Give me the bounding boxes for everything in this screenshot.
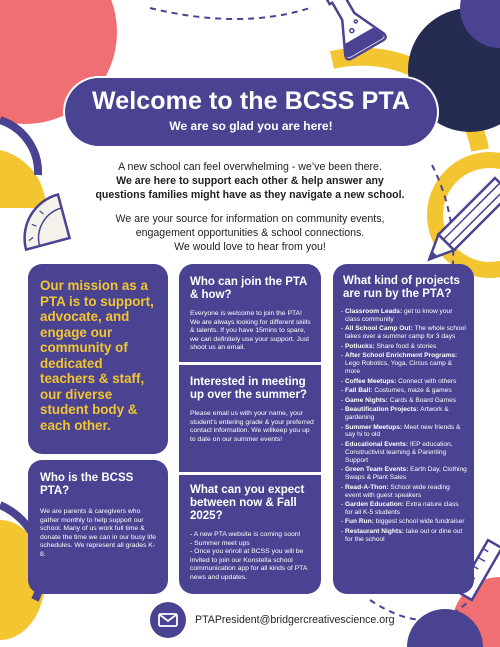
intro-line-1: A new school can feel overwhelming - we’ve been there. bbox=[118, 161, 382, 173]
intro-para-2: We are your source for information on community events, engagement opportunities & school connections. bbox=[115, 213, 385, 239]
project-description: get to know your class community bbox=[345, 308, 453, 323]
project-item bbox=[341, 441, 467, 465]
project-description: take out or dine out for the school bbox=[345, 527, 463, 543]
project-item bbox=[341, 343, 467, 351]
join-heading: Who can join the PTA & how? bbox=[190, 276, 307, 301]
join-section bbox=[190, 276, 314, 353]
project-description: Connect with others bbox=[396, 377, 457, 385]
project-item bbox=[341, 424, 467, 440]
project-name: Green Team Events: bbox=[345, 466, 409, 474]
project-item bbox=[341, 308, 467, 324]
project-name: Restaurant Nights: bbox=[345, 527, 404, 535]
mission-statement: Our mission as a PTA is to support, advocate, and engage our community of dedicated teachers & staff, our diverse student body & each other. bbox=[40, 278, 154, 433]
project-item bbox=[341, 466, 467, 482]
intro-para-3: We would love to hear from you! bbox=[174, 241, 326, 253]
project-item bbox=[341, 352, 467, 376]
project-name: All School Camp Out: bbox=[345, 325, 413, 333]
project-description: Costumes, maze & games bbox=[372, 387, 452, 395]
title-banner bbox=[65, 78, 437, 146]
section-divider bbox=[179, 362, 321, 365]
project-description: Share food & stories bbox=[374, 342, 437, 350]
project-description: biggest school wide fundraiser bbox=[373, 518, 465, 526]
envelope-icon bbox=[150, 602, 186, 638]
summer-heading: Interested in meeting up over the summer? bbox=[190, 376, 307, 401]
expect-item: - A new PTA website is coming soon! bbox=[190, 531, 301, 538]
project-name: Coffee Meetups: bbox=[345, 377, 397, 385]
project-item bbox=[341, 406, 467, 422]
page-title: Welcome to the BCSS PTA bbox=[91, 87, 411, 115]
project-item bbox=[341, 378, 467, 386]
project-name: Game Nights: bbox=[345, 396, 388, 404]
expect-list bbox=[190, 531, 314, 583]
join-body: Everyone is welcome to join the PTA! We are always looking for different skills & talents. If you have 15mins to spare, we can definitely use your support. Just shoot us an email. bbox=[190, 310, 311, 352]
project-name: Read-A-Thon: bbox=[345, 483, 389, 491]
mission-panel bbox=[28, 264, 168, 454]
join-panel bbox=[179, 264, 321, 594]
project-item bbox=[341, 397, 467, 405]
page-subtitle: We are so glad you are here! bbox=[169, 119, 333, 133]
project-item bbox=[341, 501, 467, 517]
projects-panel bbox=[333, 264, 474, 594]
expect-section bbox=[190, 484, 314, 583]
project-item bbox=[341, 387, 467, 395]
dashed-line-decoration bbox=[150, 8, 310, 19]
project-description: Earth Day, Clothing Swaps & Plant Sales bbox=[345, 466, 467, 482]
project-name: Classroom Leads: bbox=[345, 308, 403, 315]
intro-line-2: We are here to support each other & help answer any questions families might have as they navigate a new school. bbox=[95, 175, 405, 201]
projects-list bbox=[333, 301, 474, 544]
project-item bbox=[341, 484, 467, 500]
project-name: After School Enrichment Programs: bbox=[345, 352, 458, 360]
project-description: School wide reading event with guest speakers bbox=[345, 483, 450, 499]
project-name: Potlucks: bbox=[345, 342, 375, 350]
contact-email-link[interactable]: PTAPresident@bridgercreativescience.org bbox=[195, 614, 395, 626]
project-name: Fun Run: bbox=[345, 518, 374, 526]
section-divider bbox=[179, 472, 321, 475]
who-heading: Who is the BCSS PTA? bbox=[40, 472, 134, 497]
project-name: Summer Meetups: bbox=[345, 423, 403, 431]
project-item bbox=[341, 528, 467, 544]
project-item bbox=[341, 518, 467, 526]
project-description: Cards & Board Games bbox=[387, 396, 457, 404]
projects-heading: What kind of projects are run by the PTA? bbox=[343, 275, 460, 300]
project-description: IEP education, Constructivist learning & Parenting Support bbox=[345, 440, 453, 464]
expect-heading: What can you expect between now & Fall 2025? bbox=[190, 484, 305, 522]
who-panel bbox=[28, 460, 168, 594]
who-body: We are parents & caregivers who gather monthly to help support our school. Many of us work full time & donate the time we can in our busy life schedules. We represent all grades K-8. bbox=[40, 508, 156, 558]
contact-footer bbox=[150, 603, 395, 637]
project-description: Extra nature class for all K-5 students bbox=[345, 501, 459, 516]
project-name: Garden Education: bbox=[345, 501, 404, 509]
expect-item: - Once you enroll at BCSS you will be invited to join our Konstella school communication app for all kinds of PTA news and updates. bbox=[190, 548, 307, 581]
project-name: Fall Ball: bbox=[345, 387, 373, 395]
project-name: Beautification Projects: bbox=[345, 406, 419, 414]
project-description: Artwork & gardening bbox=[345, 406, 449, 422]
intro-text bbox=[90, 160, 410, 264]
project-description: Meet new friends & say hi to old bbox=[345, 423, 461, 439]
project-description: The whole school takes over a summer camp for 3 days bbox=[345, 325, 466, 341]
project-description: Lego Robotics, Yoga, Circus camp & more bbox=[345, 360, 453, 376]
summer-body: Please email us with your name, your student’s entering grade & your preferred contact information. We willkeep you up to date on our summer events! bbox=[190, 410, 314, 443]
project-name: Educational Events: bbox=[345, 440, 409, 448]
summer-section bbox=[190, 376, 314, 444]
expect-item: - Summer meet ups bbox=[190, 539, 250, 547]
project-item bbox=[341, 325, 467, 341]
